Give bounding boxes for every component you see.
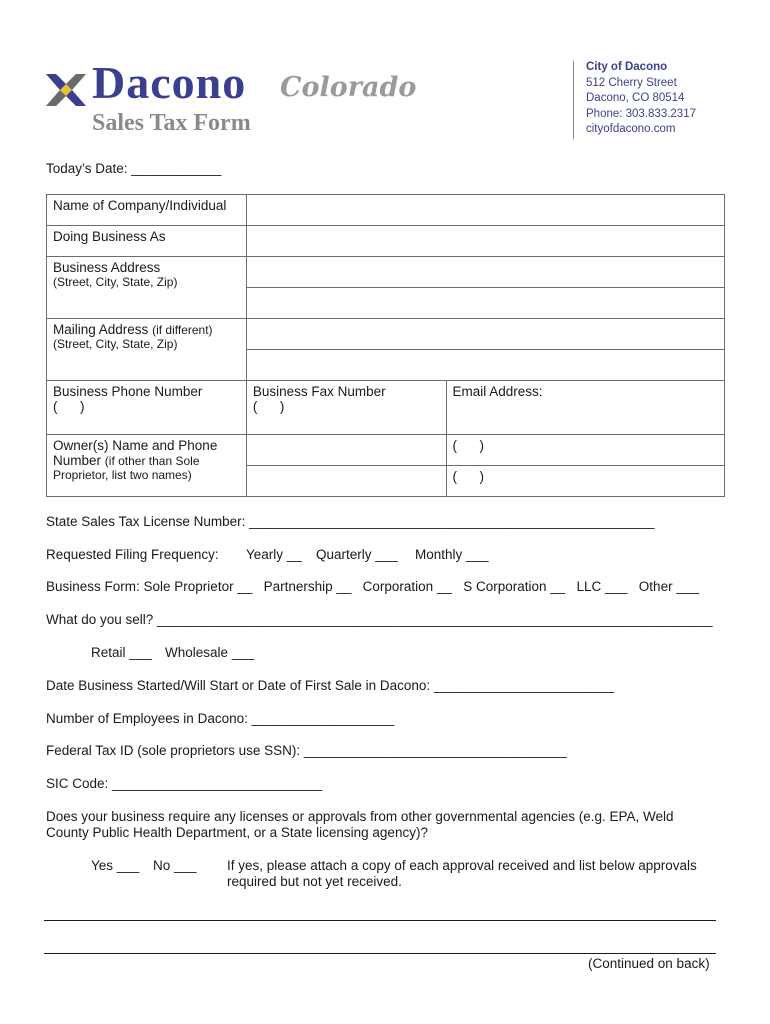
phone-paren: ( ) <box>53 399 85 414</box>
licenses-yes[interactable]: Yes ___ <box>91 858 140 873</box>
dba-input[interactable] <box>246 226 724 257</box>
business-form-field[interactable]: Business Form: Sole Proprietor __ Partnership __ Corporation __ S Corporation __ LLC ___ Other ___ <box>46 579 699 594</box>
owner-phone-input-1[interactable] <box>446 435 725 466</box>
owner-label <box>47 435 247 497</box>
filing-quarterly[interactable]: Quarterly ___ <box>316 547 398 562</box>
federal-tax-field[interactable]: Federal Tax ID (sole proprietors use SSN): ___________________________________ <box>46 743 567 758</box>
business-address-title: Business Address <box>53 260 161 275</box>
contact-web[interactable]: cityofdacono.com <box>586 123 676 135</box>
email-label: Email Address: <box>452 384 543 399</box>
continued-note: (Continued on back) <box>588 956 710 971</box>
if-yes-instruction-2: required but not yet received. <box>227 874 402 889</box>
contact-citystate: Dacono, CO 80514 <box>586 92 685 104</box>
logo <box>44 57 417 146</box>
owner-line-1: Owner(s) Name and Phone <box>53 438 218 453</box>
contact-phone: Phone: 303.833.2317 <box>586 107 696 120</box>
contact-city: City of Dacono <box>586 61 668 73</box>
licenses-question-2: County Public Health Department, or a State licensing agency)? <box>46 825 428 840</box>
licenses-no[interactable]: No ___ <box>153 858 197 873</box>
business-address-input-2[interactable] <box>246 288 724 319</box>
contact-divider <box>573 61 574 139</box>
logo-word: Dacono <box>92 57 247 108</box>
mailing-if-different: (if different) <box>152 323 213 337</box>
mailing-address-input-2[interactable] <box>246 350 724 381</box>
logo-script: Colorado <box>280 72 417 103</box>
filing-frequency-label: Requested Filing Frequency: <box>46 547 219 562</box>
phone-cell[interactable] <box>47 381 247 435</box>
owner-line-3: Proprietor, list two names) <box>53 468 192 482</box>
mailing-address-label <box>47 319 247 381</box>
employees-field[interactable]: Number of Employees in Dacono: ___________________ <box>46 711 395 726</box>
mailing-address-hint: (Street, City, State, Zip) <box>53 337 178 351</box>
sic-code-field[interactable]: SIC Code: ____________________________ <box>46 776 323 791</box>
logo-mark-icon <box>44 70 88 110</box>
company-input[interactable] <box>246 195 724 226</box>
filing-monthly[interactable]: Monthly ___ <box>415 547 489 562</box>
phone-label: Business Phone Number <box>53 384 203 399</box>
mailing-address-input-1[interactable] <box>246 319 724 350</box>
state-license-field[interactable]: State Sales Tax License Number: ______________________________________________________ <box>46 514 655 529</box>
contact-street: 512 Cherry Street <box>586 76 677 89</box>
fax-paren: ( ) <box>252 399 285 414</box>
filing-yearly[interactable]: Yearly __ <box>246 547 302 562</box>
owner-name-input-1[interactable] <box>246 435 446 466</box>
todays-date-field[interactable]: Today’s Date: ____________ <box>46 161 222 176</box>
owner-line-2b: (if other than Sole <box>104 454 200 468</box>
mailing-address-title: Mailing Address <box>53 322 149 337</box>
owner-phone-input-2[interactable] <box>446 466 725 497</box>
approvals-line-1[interactable] <box>44 920 716 921</box>
licenses-question-1: Does your business require any licenses or approvals from other governmental agencies (e.g. EPA, Weld <box>46 809 674 824</box>
contact-block <box>586 60 696 138</box>
business-address-input-1[interactable] <box>246 257 724 288</box>
company-label: Name of Company/Individual <box>47 195 247 226</box>
what-sell-field[interactable]: What do you sell? __________________________________________________________________________ <box>46 612 713 627</box>
date-started-field[interactable]: Date Business Started/Will Start or Date of First Sale in Dacono: ________________________ <box>46 678 615 693</box>
business-address-hint: (Street, City, State, Zip) <box>53 275 178 289</box>
owner-line-2a: Number <box>53 453 102 468</box>
email-cell[interactable] <box>446 381 725 435</box>
wholesale-field[interactable]: Wholesale ___ <box>165 645 255 660</box>
owner-name-input-2[interactable] <box>246 466 446 497</box>
fax-cell[interactable] <box>246 381 446 435</box>
business-address-label <box>47 257 247 319</box>
retail-field[interactable]: Retail ___ <box>91 645 152 660</box>
owner-paren-2: ( ) <box>452 469 484 484</box>
approvals-line-2[interactable] <box>44 953 716 954</box>
form-title: Sales Tax Form <box>92 110 251 136</box>
dba-label: Doing Business As <box>47 226 247 257</box>
fax-label: Business Fax Number <box>252 384 386 399</box>
business-info-table <box>46 194 725 497</box>
owner-paren-1: ( ) <box>452 438 484 453</box>
if-yes-instruction-1: If yes, please attach a copy of each approval received and list below approvals <box>227 858 697 873</box>
